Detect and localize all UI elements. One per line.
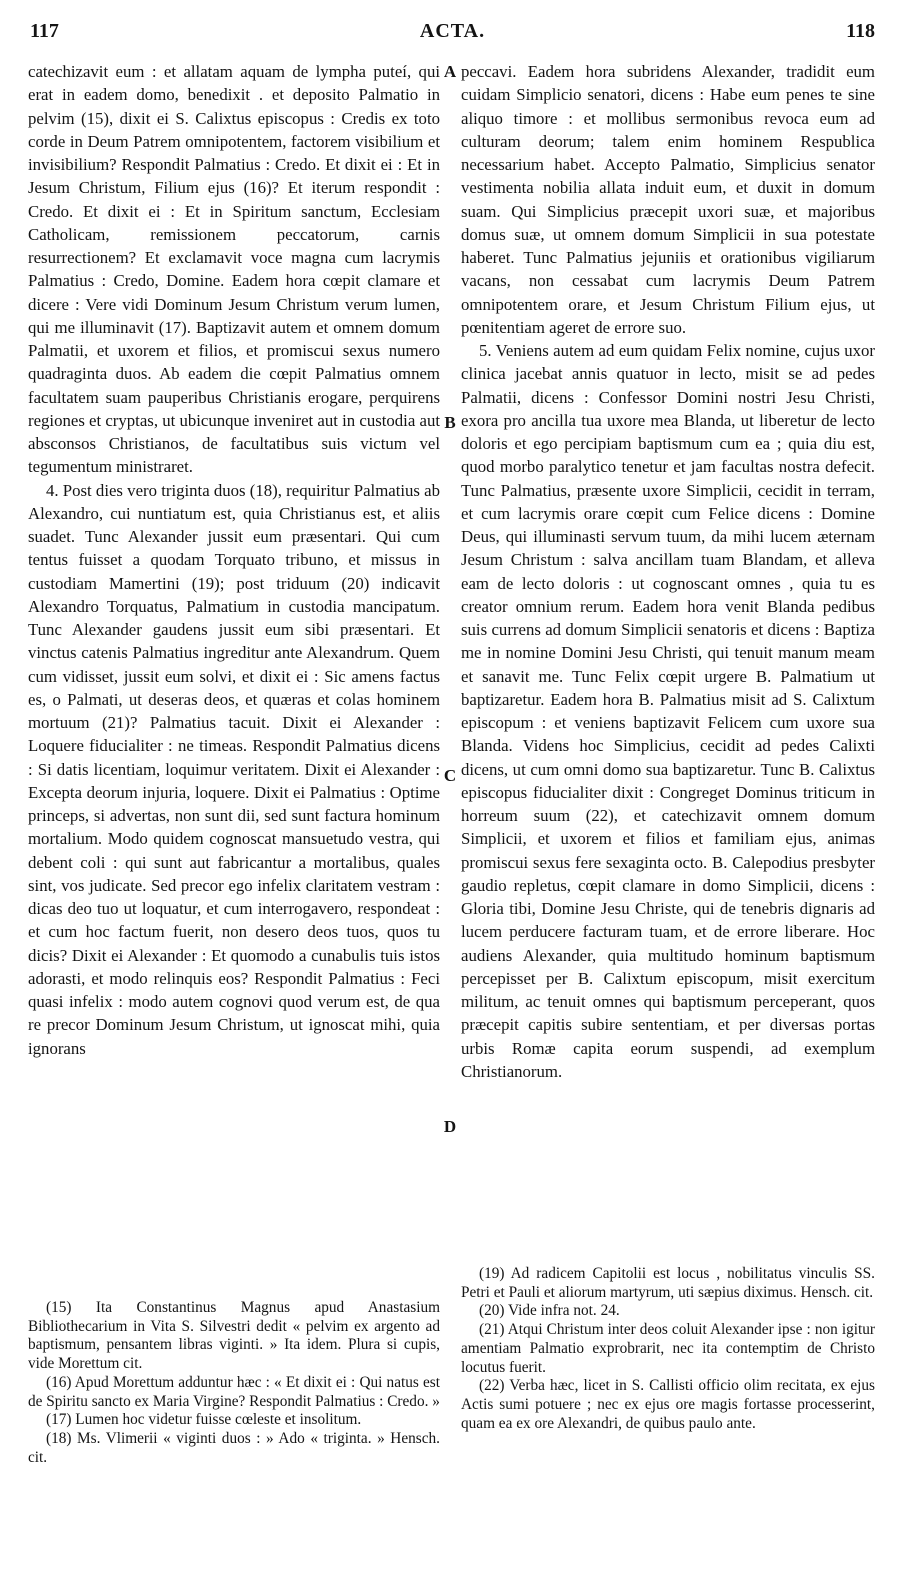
footnote-18: (18) Ms. Vlimerii « viginti duos : » Ado « triginta. » Hensch. cit. [28, 1429, 440, 1466]
footnote-17: (17) Lumen hoc videtur fuisse cœleste et insolitum. [46, 1411, 362, 1429]
left-paragraph-2: 4. Post dies vero triginta duos (18), requiritur Palmatius ab Alexandro, cui nuntiatum est, quia Christianus est, et aliis suadet. Tunc Alexander jussit eum præsentari. Qui cum tentus fuisset a quodam Torquato tribuno, et missus in custodiam Mamertini (19); post triduum (20) indicavit Alexandro Torquatus, Palmatium in custodia mancipatum. Tunc Alexander gaudens jussit eum sibi præsentari. Et vinctus catenis Palmatius ingreditur ante Alexandrum. Quem cum vidisset, jussit eum solvi, et dixit ei : Sic amens factus es, o Palmati, ut deseras deos, et quæras et colas hominem mortuum (21)? Palmatius tacuit. Dixit ei Alexander : Loquere fiducialiter : ne timeas. Respondit Palmatius dicens : Si datis licentiam, loquimur veritatem. Dixit ei Alexander : Excepta deorum injuria, loquere. Dixit ei Palmatius : Optime princeps, si advertas, non sunt dii, sed sunt factura hominum mortalium. Modo quidem cognoscat mansuetudo vestra, qui debent coli : qui sunt aut fabricantur a mortalibus, quales sint, vos judicate. Sed precor ego infelix claritatem vestram : dicas deo tuo ut loquatur, et cum interrogavero, respondeat : et cum hoc factum fuerit, non desero deos tuos, quos tu dicis? Dixit ei Alexander : Et quomodo a cunabulis tuis istos adorasti, et modo relinquis eos? Respondit Palmatius : Feci quasi infelix : modo autem cognovi quod verum est, de qua re precor Dominum Jesum Christum, ut ignoscat mihi, quia ignorans [28, 480, 440, 1058]
page-number-right: 118 [846, 20, 875, 42]
footnote-15: (15) Ita Constantinus Magnus apud Anastasium Bibliothecarium in Vita S. Silvestri dedit « pelvim ex argento ad baptismum, pensantem libras viginti. » Ita idem. Plura si cupis, vide Morettum cit. [28, 1299, 440, 1373]
running-title: ACTA. [419, 20, 486, 42]
page-number-left: 117 [30, 20, 59, 42]
footnote-20: (20) Vide infra not. 24. [479, 1302, 620, 1320]
footnote-19: (19) Ad radicem Capitolii est locus , nobilitatus vinculis SS. Petri et Pauli et aliorum martyrum, uti sæpius diximus. Hensch. cit. [461, 1265, 875, 1301]
margin-letter-b: B [444, 413, 456, 432]
margin-letter-c: C [443, 766, 457, 785]
footnote-22: (22) Verba hæc, licet in S. Callisti officio olim recitata, ex ejus Actis sumi potuere ; nec ex ejus ore magis fortasse processerint, quam ea ex ore Alexandri, de quibus paulo ante. [461, 1377, 875, 1432]
footnotes-left [28, 1299, 440, 1467]
right-paragraph-2: 5. Veniens autem ad eum quidam Felix nomine, cujus uxor clinica jacebat annis quatuor in lecto, misit se ad pedes Palmatii, dicens : Confessor Domini nostri Jesu Christi, exora pro ancilla tua uxore mea Blanda, ut liberetur de lecto doloris et ego percipiam baptismum cum ea ; quia diu est, quod morbo paralytico tenetur et jam facultas nostra defecit. Tunc Palmatius, præsente uxore Simplicii, cecidit in terram, et cum lacrymis orare cœpit cum Felice dicens : Domine Deus, qui illuminasti servum tuum, da mihi lucem æternam Jesum Christum : salva ancillam tuam Blandam, et alleva eam de lecto doloris : ut cognoscant omnes , quia tu es creator omnium rerum. Eadem hora venit Blanda pedibus suis currens ad domum Simplicii senatoris et dicens : Baptiza me in nomine Domini Jesu Christi, qui tenuit manum meam et sanavit me. Tunc Felix cœpit urgere B. Palmatium ut baptizaretur. Eadem hora B. Palmatius misit ad S. Calixtum episcopum : et veniens baptizavit Felicem cum uxore sua Blanda. Videns hoc Simplicius, cecidit ad pedes Calixti dicens, ut cum omni domo sua baptizaretur. Tunc B. Calixtus episcopus fiducialiter dixit : Congreget Dominus triticum in horreum suum (22), et catechizavit omnem domum Simplicii, et uxorem et filios et familiam ejus, animas promiscui sexus fere sexaginta octo. B. Calepodius presbyter gaudio repletus, cœpit clamare in domo Simplicii, dicens : Gloria tibi, Domine Jesu Christe, qui de tenebris dignaris ad lucem perducere facturam tuam, et de errore liberare. Hoc audiens Alexander, quia multitudo hominum baptismum percepisset per B. Calixtum episcopum, misit exercitum militum, ac tenuit omnes qui baptismum perceperant, quos præcepit capitis subire sententiam, et per diversas portas urbis Romæ capita eorum suspendi, ad exemplum Christianorum. [461, 341, 875, 1081]
left-paragraph-1: catechizavit eum : et allatam aquam de lympha puteí, qui erat in eadem domo, benedixit . et deposito Palmatio in pelvim (15), dixit ei S. Calixtus episcopus : Credis ex toto corde in Deum Patrem omnipotentem, factorem visibilium et invisibilium? Respondit Palmatius : Credo. Et dixit ei : Et in Jesum Christum, Filium ejus (16)? Et iterum respondit : Credo. Et dixit ei : Et in Spiritum sanctum, Ecclesiam Catholicam, remissionem peccatorum, carnis resurrectionem? Et exclamavit voce magna cum lacrymis Palmatius : Credo, Domine. Eadem hora cœpit clamare et dicere : Vere vidi Dominum Jesum Christum verum lumen, qui me illuminavit (17). Baptizavit autem et omnem domum Palmatii, et uxorem et filios, et promiscui sexus numero quadraginta duos. Ab eadem die cœpit Palmatius omnem facultatem suam pauperibus Christianis erogare, perquirens regiones et cryptas, ut ubicunque inveniret aut in custodia aut absconsos Christianos, de facultatibus suis victum vel tegumentum ministraret. [28, 62, 440, 477]
right-paragraph-1: peccavi. Eadem hora subridens Alexander, tradidit eum cuidam Simplicio senatori, dicens : Habe eum penes te sine aliquo timore : et mollibus sermonibus revoca eum ad culturam deorum; talem enim hominem Respublica necessarium habet. Accepto Palmatio, Simplicius senator vestimenta nobilia allata induit eum, et duxit in domum suam. Qui Simplicius præcepit uxori suæ, et majoribus domus suæ, ut omnem domum Simplicii in sua potestate haberet. Tunc Palmatius jejuniis et orationibus vigiliarum vacans, non cessabat cum lacrymis Deum Patrem omnipotentem orare, et Jesum Christum Filium ejus, ut pœnitentiam ageret de errore suo. [461, 62, 875, 337]
footnotes-right [461, 1265, 875, 1433]
footnote-16: (16) Apud Morettum adduntur hæc : « Et dixit ei : Qui natus est de Spiritu sancto ex Maria Virgine? Respondit Palmatius : Credo. » [28, 1373, 440, 1410]
margin-letter-a: A [443, 62, 457, 81]
margin-letter-d: D [443, 1117, 457, 1136]
page-header [30, 20, 875, 50]
footnote-21: (21) Atqui Christum inter deos coluit Alexander ipse : non igitur amentiam Palmatio exprobrarit, nec ita contemptim de Christo locutus fuerit. [461, 1321, 875, 1376]
left-column [28, 60, 440, 1060]
right-column [461, 60, 875, 1083]
